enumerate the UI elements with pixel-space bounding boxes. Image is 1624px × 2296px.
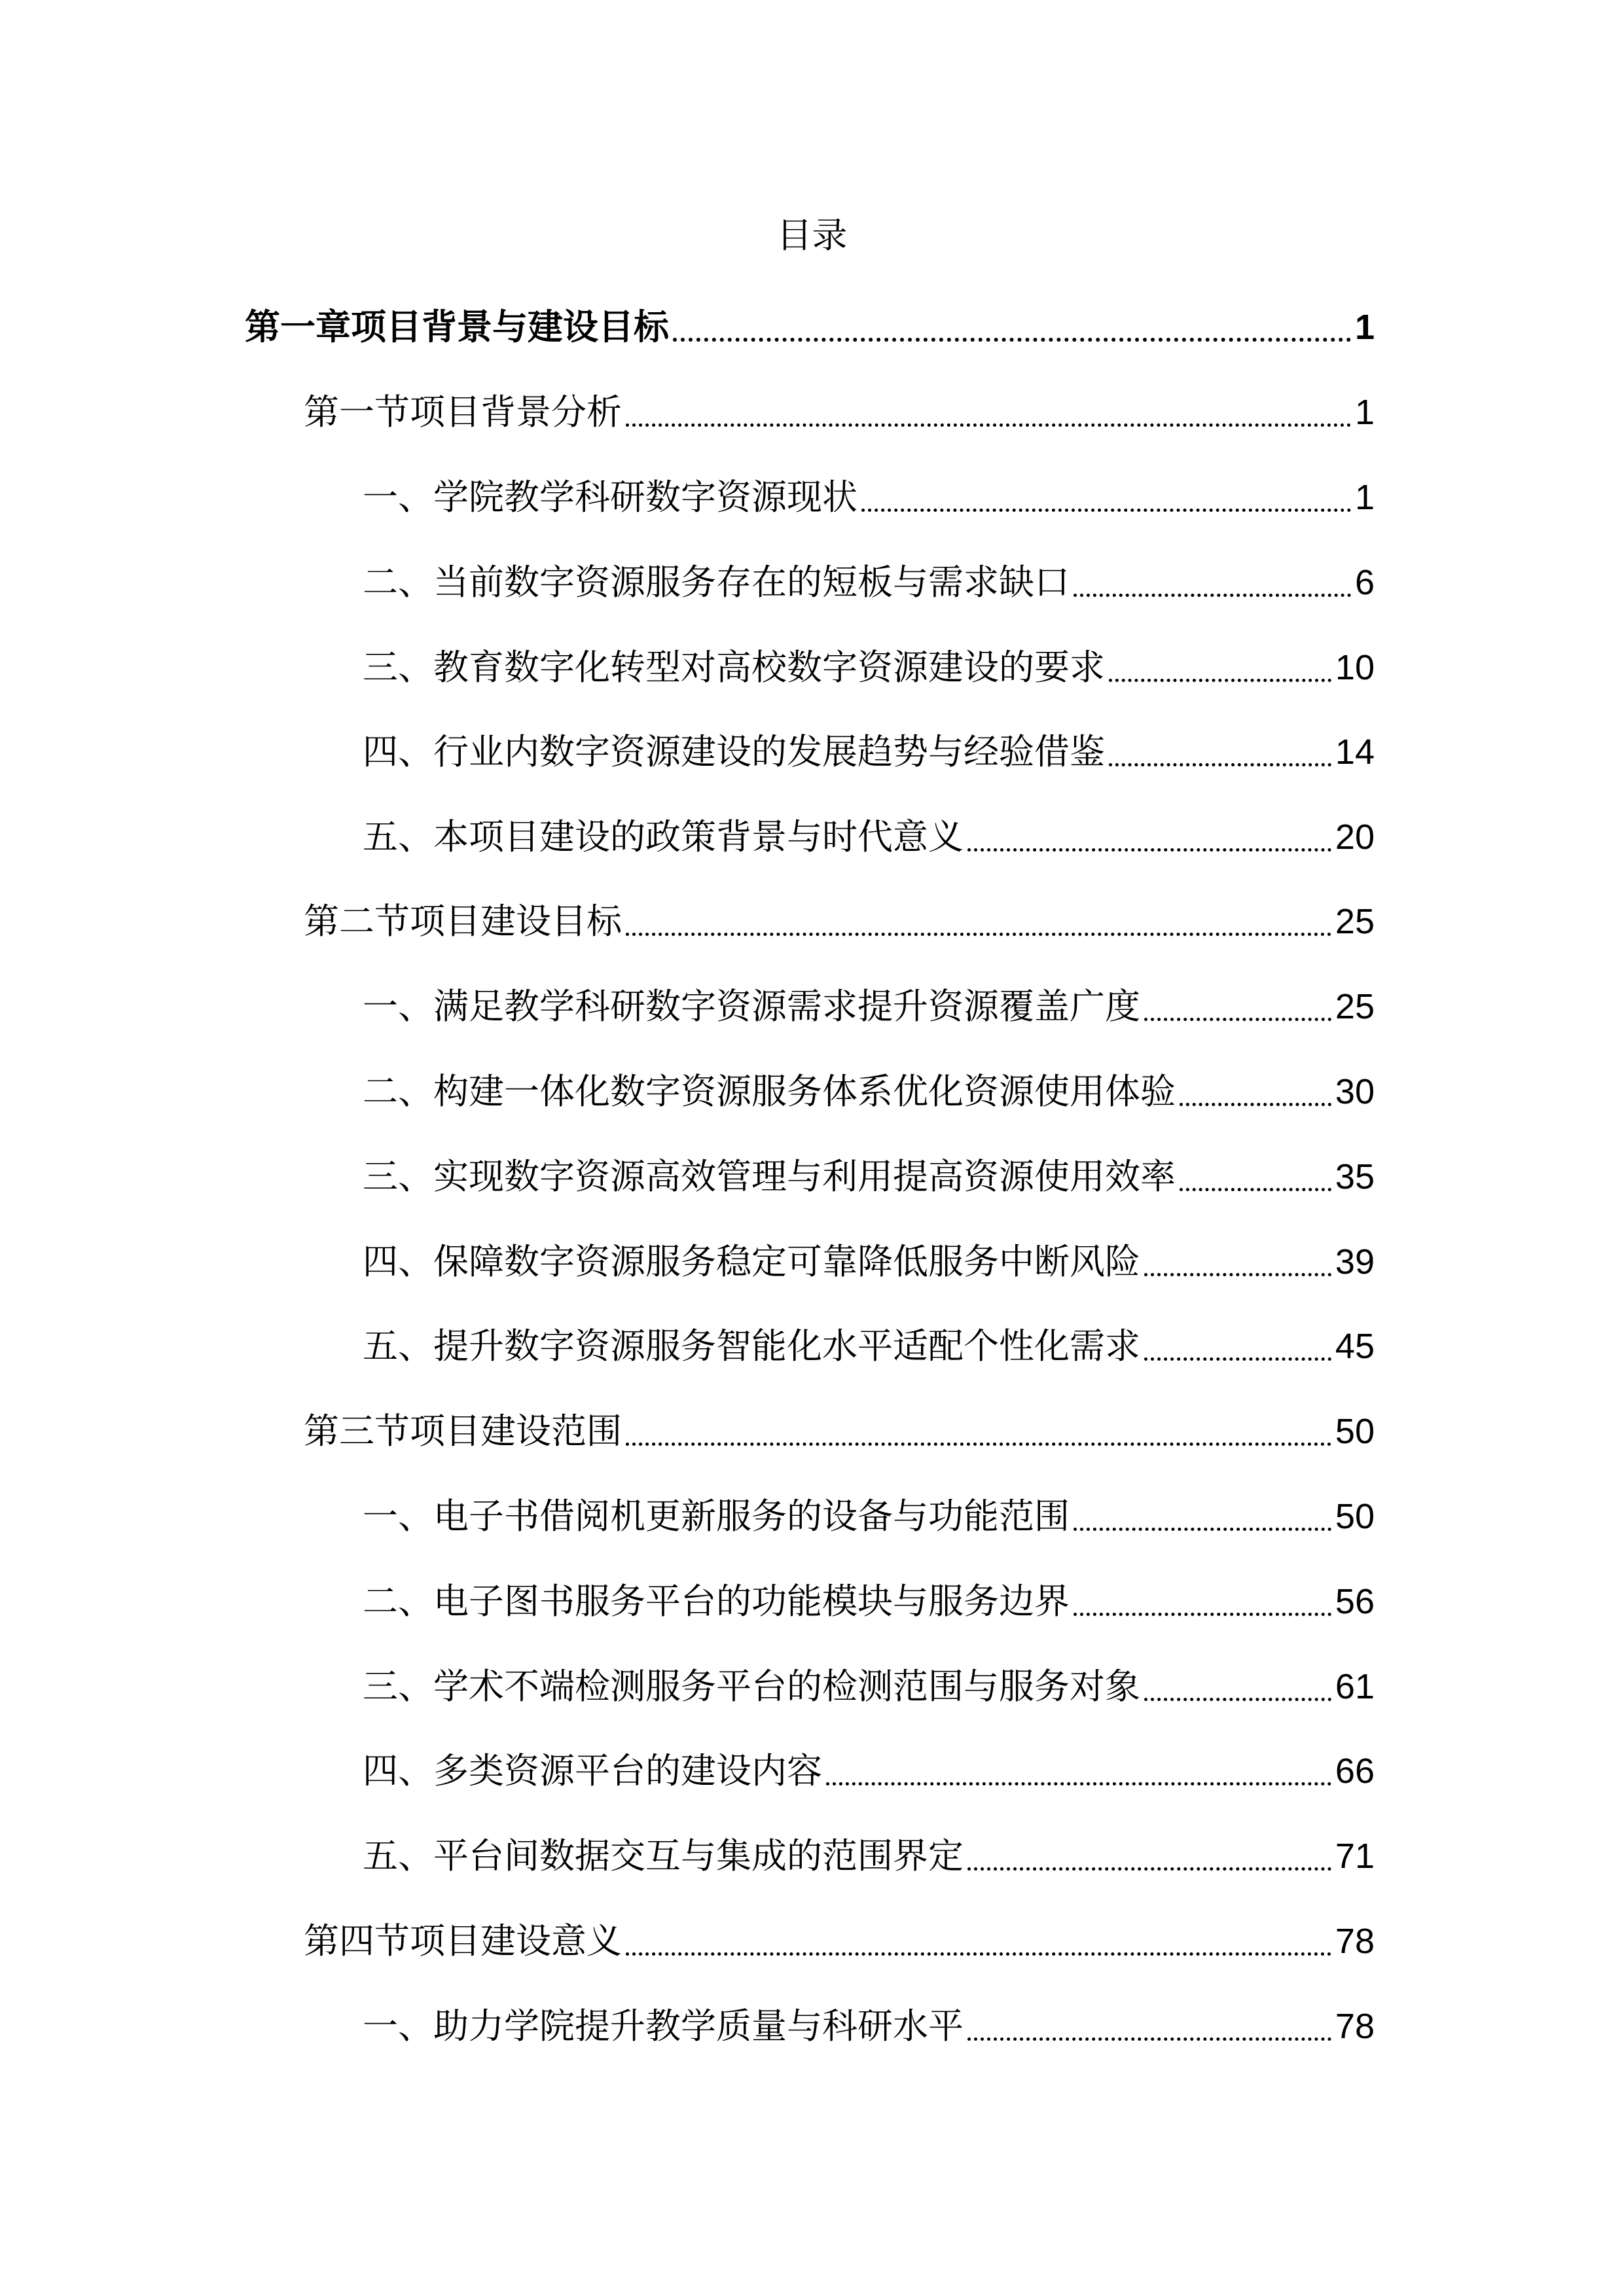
toc-leader bbox=[826, 1746, 1331, 1796]
toc-page-number: 14 bbox=[1335, 732, 1375, 772]
toc-entry-text: 四、行业内数字资源建设的发展趋势与经验借鉴 bbox=[363, 731, 1105, 772]
toc-entry-item[interactable] bbox=[363, 473, 1375, 522]
toc-leader bbox=[1144, 1321, 1331, 1371]
toc-leader bbox=[1180, 1152, 1331, 1202]
toc-leader bbox=[1180, 1067, 1331, 1117]
toc-entry-text: 一、满足教学科研数字资源需求提升资源覆盖广度 bbox=[363, 986, 1140, 1027]
toc-entry-item[interactable] bbox=[363, 1067, 1375, 1117]
toc-entry-item[interactable] bbox=[363, 2001, 1375, 2051]
toc-page-number: 50 bbox=[1335, 1412, 1375, 1451]
toc-entry-text: 四、多类资源平台的建设内容 bbox=[363, 1750, 822, 1791]
toc-page-number: 39 bbox=[1335, 1242, 1375, 1282]
toc-leader bbox=[967, 1831, 1331, 1881]
toc-leader bbox=[1144, 1662, 1331, 1712]
toc-entry-section-1[interactable] bbox=[304, 387, 1375, 437]
toc-entry-text: 第一节项目背景分析 bbox=[304, 391, 622, 433]
toc-page-number: 25 bbox=[1335, 902, 1375, 941]
toc-entry-text: 第二节项目建设目标 bbox=[304, 901, 622, 942]
toc-entry-text: 第一章项目背景与建设目标 bbox=[245, 306, 669, 348]
toc-entry-section-4[interactable] bbox=[304, 1916, 1375, 1966]
toc-entry-text: 第四节项目建设意义 bbox=[304, 1920, 622, 1962]
toc-page-number: 10 bbox=[1335, 648, 1375, 687]
toc-entry-text: 一、学院教学科研数字资源现状 bbox=[363, 476, 857, 518]
toc-page-number: 61 bbox=[1335, 1667, 1375, 1706]
toc-entry-text: 第三节项目建设范围 bbox=[304, 1410, 622, 1452]
toc-entry-item[interactable] bbox=[363, 727, 1375, 777]
toc-page-number: 45 bbox=[1335, 1327, 1375, 1366]
toc-entry-text: 二、电子图书服务平台的功能模块与服务边界 bbox=[363, 1581, 1070, 1622]
toc-page-number: 25 bbox=[1335, 987, 1375, 1026]
toc-entry-section-2[interactable] bbox=[304, 897, 1375, 946]
toc-leader bbox=[626, 897, 1331, 946]
toc-page-number: 35 bbox=[1335, 1157, 1375, 1196]
toc-entry-text: 二、构建一体化数字资源服务体系优化资源使用体验 bbox=[363, 1071, 1176, 1112]
toc-entry-text: 五、平台间数据交互与集成的范围界定 bbox=[363, 1835, 964, 1876]
toc-entry-item[interactable] bbox=[363, 1746, 1375, 1796]
toc-entry-item[interactable] bbox=[363, 558, 1375, 607]
toc-page-number: 56 bbox=[1335, 1582, 1375, 1621]
toc-leader bbox=[861, 473, 1351, 522]
toc-leader bbox=[626, 1407, 1331, 1456]
toc-leader bbox=[673, 302, 1351, 352]
toc-entry-text: 三、教育数字化转型对高校数字资源建设的要求 bbox=[363, 647, 1105, 688]
toc-leader bbox=[1144, 1237, 1331, 1287]
toc-entry-item[interactable] bbox=[363, 1237, 1375, 1287]
toc-entry-item[interactable] bbox=[363, 1152, 1375, 1202]
toc-leader bbox=[967, 812, 1331, 862]
toc-title: 目录 bbox=[776, 215, 848, 256]
toc-page-number: 1 bbox=[1354, 478, 1375, 517]
toc-page-number: 78 bbox=[1335, 2007, 1375, 2046]
toc-entry-item[interactable] bbox=[363, 982, 1375, 1031]
toc-entry-text: 五、本项目建设的政策背景与时代意义 bbox=[363, 816, 964, 857]
toc-entry-item[interactable] bbox=[363, 812, 1375, 862]
toc-leader bbox=[1074, 1492, 1331, 1541]
toc-leader bbox=[1074, 558, 1351, 607]
toc-entry-text: 一、助力学院提升教学质量与科研水平 bbox=[363, 2005, 964, 2047]
toc-entry-item[interactable] bbox=[363, 1492, 1375, 1541]
toc-entry-text: 四、保障数字资源服务稳定可靠降低服务中断风险 bbox=[363, 1241, 1140, 1282]
toc-page-number: 50 bbox=[1335, 1497, 1375, 1536]
toc-leader bbox=[626, 387, 1351, 437]
toc-page-number: 78 bbox=[1335, 1922, 1375, 1961]
toc-page-number: 6 bbox=[1354, 563, 1375, 602]
toc-leader bbox=[1144, 982, 1331, 1031]
toc-entry-item[interactable] bbox=[363, 643, 1375, 692]
toc-page-number: 1 bbox=[1354, 308, 1375, 347]
toc-entry-item[interactable] bbox=[363, 1662, 1375, 1712]
toc-page-number: 71 bbox=[1335, 1837, 1375, 1876]
toc-entry-item[interactable] bbox=[363, 1321, 1375, 1371]
toc-entry-text: 三、实现数字资源高效管理与利用提高资源使用效率 bbox=[363, 1156, 1176, 1197]
toc-entry-text: 三、学术不端检测服务平台的检测范围与服务对象 bbox=[363, 1666, 1140, 1707]
toc-leader bbox=[967, 2001, 1331, 2051]
toc-page-number: 20 bbox=[1335, 817, 1375, 857]
toc-entry-item[interactable] bbox=[363, 1831, 1375, 1881]
toc-leader bbox=[1109, 643, 1331, 692]
toc-entry-item[interactable] bbox=[363, 1577, 1375, 1626]
toc-leader bbox=[626, 1916, 1331, 1966]
toc-entry-text: 二、当前数字资源服务存在的短板与需求缺口 bbox=[363, 562, 1070, 603]
toc-leader bbox=[1074, 1577, 1331, 1626]
toc-entry-text: 一、电子书借阅机更新服务的设备与功能范围 bbox=[363, 1496, 1070, 1537]
toc-entry-text: 五、提升数字资源服务智能化水平适配个性化需求 bbox=[363, 1325, 1140, 1367]
toc-leader bbox=[1109, 727, 1331, 777]
toc-entry-chapter-1[interactable] bbox=[245, 302, 1375, 352]
toc-entry-section-3[interactable] bbox=[304, 1407, 1375, 1456]
toc-page-number: 1 bbox=[1354, 393, 1375, 432]
toc-page-number: 66 bbox=[1335, 1751, 1375, 1791]
toc-page-number: 30 bbox=[1335, 1072, 1375, 1111]
